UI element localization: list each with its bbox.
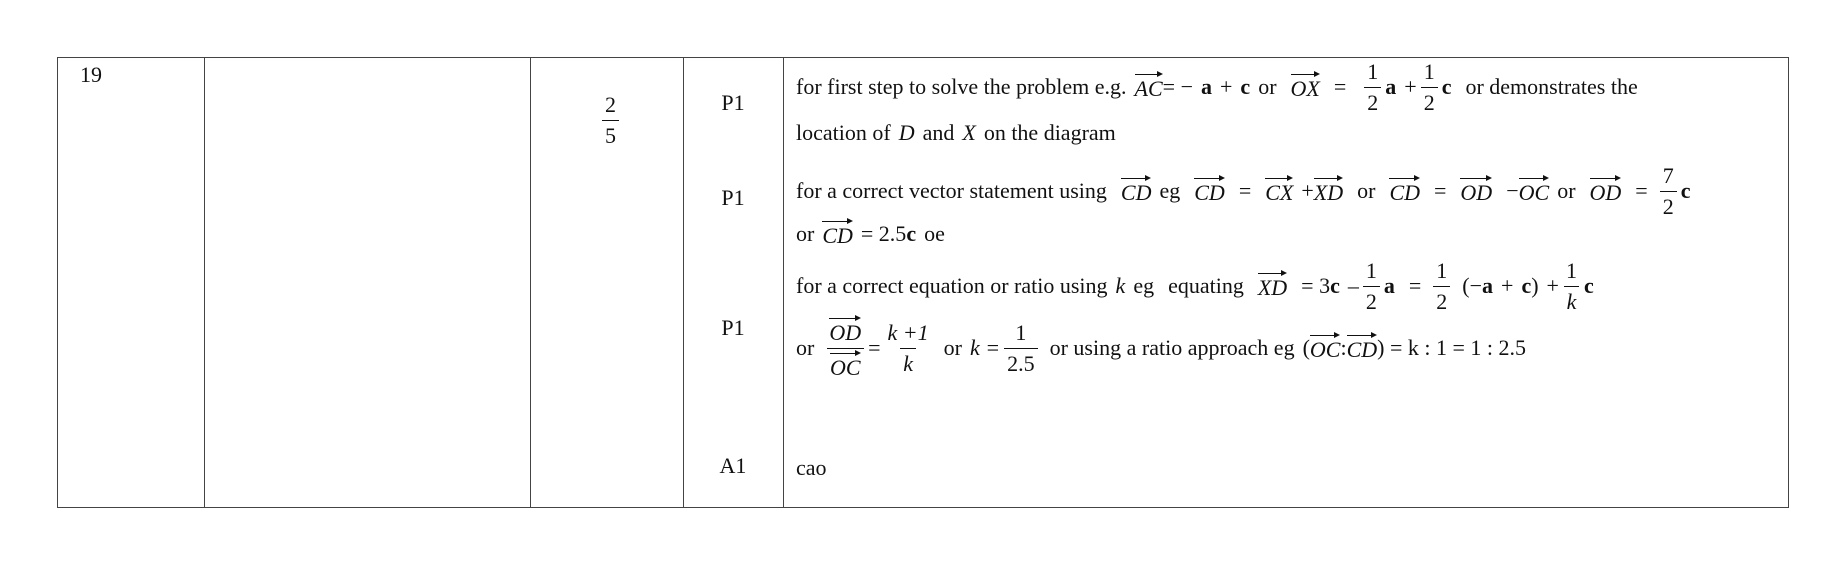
vector-cx: CX bbox=[1265, 176, 1293, 206]
guidance-text: or using a ratio approach eg bbox=[1049, 335, 1295, 360]
vector-c: c bbox=[906, 221, 917, 246]
vector-od: OD bbox=[1590, 176, 1622, 206]
vector-a: a bbox=[1385, 74, 1397, 99]
fraction-half bbox=[1363, 258, 1380, 315]
guidance-text: oe bbox=[924, 221, 945, 246]
fraction-k-plus-1-over-k bbox=[885, 320, 932, 377]
guidance-text: and bbox=[922, 120, 955, 145]
fraction-half bbox=[1421, 59, 1438, 116]
column-divider bbox=[783, 58, 784, 507]
column-divider bbox=[204, 58, 205, 507]
question-number: 19 bbox=[80, 62, 102, 87]
mark-code: P1 bbox=[721, 185, 745, 210]
guidance-text: for first step to solve the problem e.g. bbox=[796, 74, 1127, 99]
vector-od: OD bbox=[829, 316, 861, 346]
vector-ox: OX bbox=[1291, 72, 1320, 102]
vector-oc: OC bbox=[830, 351, 861, 381]
operator: : bbox=[1340, 335, 1347, 360]
vector-c: c bbox=[1330, 273, 1340, 298]
numerator: 1 bbox=[1565, 257, 1577, 283]
vector-cd: CD bbox=[1389, 176, 1420, 206]
answer-fraction bbox=[598, 92, 623, 149]
numerator: k +1 bbox=[887, 319, 929, 345]
operator: ) bbox=[1531, 273, 1539, 298]
fraction-seven-halves bbox=[1660, 163, 1677, 220]
denominator: 2 bbox=[1421, 87, 1438, 116]
operator: + bbox=[1220, 74, 1233, 99]
operator: = bbox=[1333, 74, 1347, 99]
fraction-one-over-k bbox=[1563, 258, 1580, 315]
operator: (− bbox=[1462, 273, 1483, 298]
denominator: 2 bbox=[1660, 191, 1677, 220]
fraction-half bbox=[1433, 258, 1450, 315]
fraction-half bbox=[1364, 59, 1381, 116]
vector-c: c bbox=[1240, 74, 1251, 99]
guidance-2-line-2 bbox=[796, 216, 945, 252]
variable-k: k bbox=[1115, 273, 1126, 298]
connector-or: or bbox=[796, 335, 815, 360]
connector-or: or bbox=[943, 335, 962, 360]
operator: = bbox=[1408, 273, 1422, 298]
operator: = bbox=[868, 335, 881, 360]
vector-a: a bbox=[1383, 273, 1395, 298]
connector-or: or bbox=[796, 221, 815, 246]
vector-oc: OC bbox=[1310, 333, 1341, 363]
denominator: k bbox=[900, 348, 916, 377]
variable-k: k = bbox=[969, 335, 1001, 360]
guidance-text: location of bbox=[796, 120, 891, 145]
denominator: 2 bbox=[1364, 87, 1381, 116]
numerator: 1 bbox=[1436, 257, 1448, 283]
operator: – bbox=[1347, 273, 1359, 298]
mark-code: A1 bbox=[719, 453, 747, 478]
denominator: 2 bbox=[1433, 286, 1450, 315]
guidance-text: equating bbox=[1168, 273, 1244, 298]
guidance-text: cao bbox=[796, 455, 827, 480]
mark-scheme-table bbox=[57, 57, 1789, 508]
operator: + bbox=[1404, 74, 1417, 99]
vector-ac: AC bbox=[1135, 72, 1163, 102]
answer-numerator: 2 bbox=[605, 92, 616, 117]
ratio-expression: ) = k : 1 = 1 : 2.5 bbox=[1377, 335, 1527, 360]
guidance-3-line-1 bbox=[796, 256, 1594, 316]
vector-cd: CD bbox=[1121, 176, 1152, 206]
numerator: 1 bbox=[1423, 58, 1435, 84]
fraction-one-over-two-point-five bbox=[1004, 320, 1038, 377]
vector-xd: XD bbox=[1314, 176, 1343, 206]
numerator: 1 bbox=[1365, 257, 1377, 283]
guidance-text: on the diagram bbox=[983, 120, 1116, 145]
operator: = bbox=[1434, 178, 1447, 203]
operator: = bbox=[1238, 178, 1252, 203]
connector-or: or bbox=[1258, 74, 1277, 99]
guidance-text: eg bbox=[1133, 273, 1155, 298]
operator: + bbox=[1546, 273, 1559, 298]
operator: = 2.5 bbox=[860, 221, 907, 246]
mark-code: P1 bbox=[721, 90, 745, 115]
vector-cd: CD bbox=[822, 219, 853, 249]
denominator: k bbox=[1564, 286, 1580, 315]
operator: + bbox=[1301, 178, 1314, 203]
vector-a: a bbox=[1482, 273, 1494, 298]
fraction-od-over-oc bbox=[826, 316, 864, 381]
operator: = bbox=[1635, 178, 1648, 203]
numerator: 1 bbox=[1367, 58, 1379, 84]
vector-od: OD bbox=[1460, 176, 1492, 206]
numerator: 7 bbox=[1662, 162, 1674, 188]
denominator: 2.5 bbox=[1004, 348, 1038, 377]
mark-code: P1 bbox=[721, 315, 745, 340]
vector-cd: CD bbox=[1347, 333, 1378, 363]
vector-xd: XD bbox=[1258, 271, 1287, 301]
denominator: 2 bbox=[1363, 286, 1380, 315]
vector-c: c bbox=[1680, 178, 1691, 203]
vector-c: c bbox=[1441, 74, 1452, 99]
guidance-1-line-1 bbox=[796, 58, 1638, 115]
guidance-text: for a correct vector statement using bbox=[796, 178, 1107, 203]
numerator: 1 bbox=[1015, 319, 1027, 345]
guidance-text: eg bbox=[1159, 178, 1181, 203]
connector-or: or bbox=[1557, 178, 1576, 203]
guidance-4 bbox=[796, 453, 827, 483]
vector-a: a bbox=[1201, 74, 1212, 99]
guidance-2-line-1 bbox=[796, 160, 1690, 222]
guidance-1-line-2 bbox=[796, 118, 1116, 148]
column-divider bbox=[530, 58, 531, 507]
connector-or: or bbox=[1357, 178, 1376, 203]
vector-cd: CD bbox=[1194, 176, 1225, 206]
vector-c: c bbox=[1583, 273, 1594, 298]
operator: = − bbox=[1162, 74, 1193, 99]
point-label: D bbox=[898, 120, 915, 145]
operator: = 3 bbox=[1301, 273, 1331, 298]
column-divider bbox=[683, 58, 684, 507]
point-label: X bbox=[962, 120, 976, 145]
answer-denominator: 5 bbox=[602, 120, 619, 149]
vector-oc: OC bbox=[1519, 176, 1550, 206]
vector-c: c bbox=[1521, 273, 1532, 298]
guidance-text: or demonstrates the bbox=[1465, 74, 1638, 99]
guidance-3-line-2 bbox=[796, 312, 1526, 384]
operator: − bbox=[1506, 178, 1519, 203]
guidance-text: for a correct equation or ratio using bbox=[796, 273, 1108, 298]
operator: + bbox=[1501, 273, 1514, 298]
operator: ( bbox=[1302, 335, 1310, 360]
